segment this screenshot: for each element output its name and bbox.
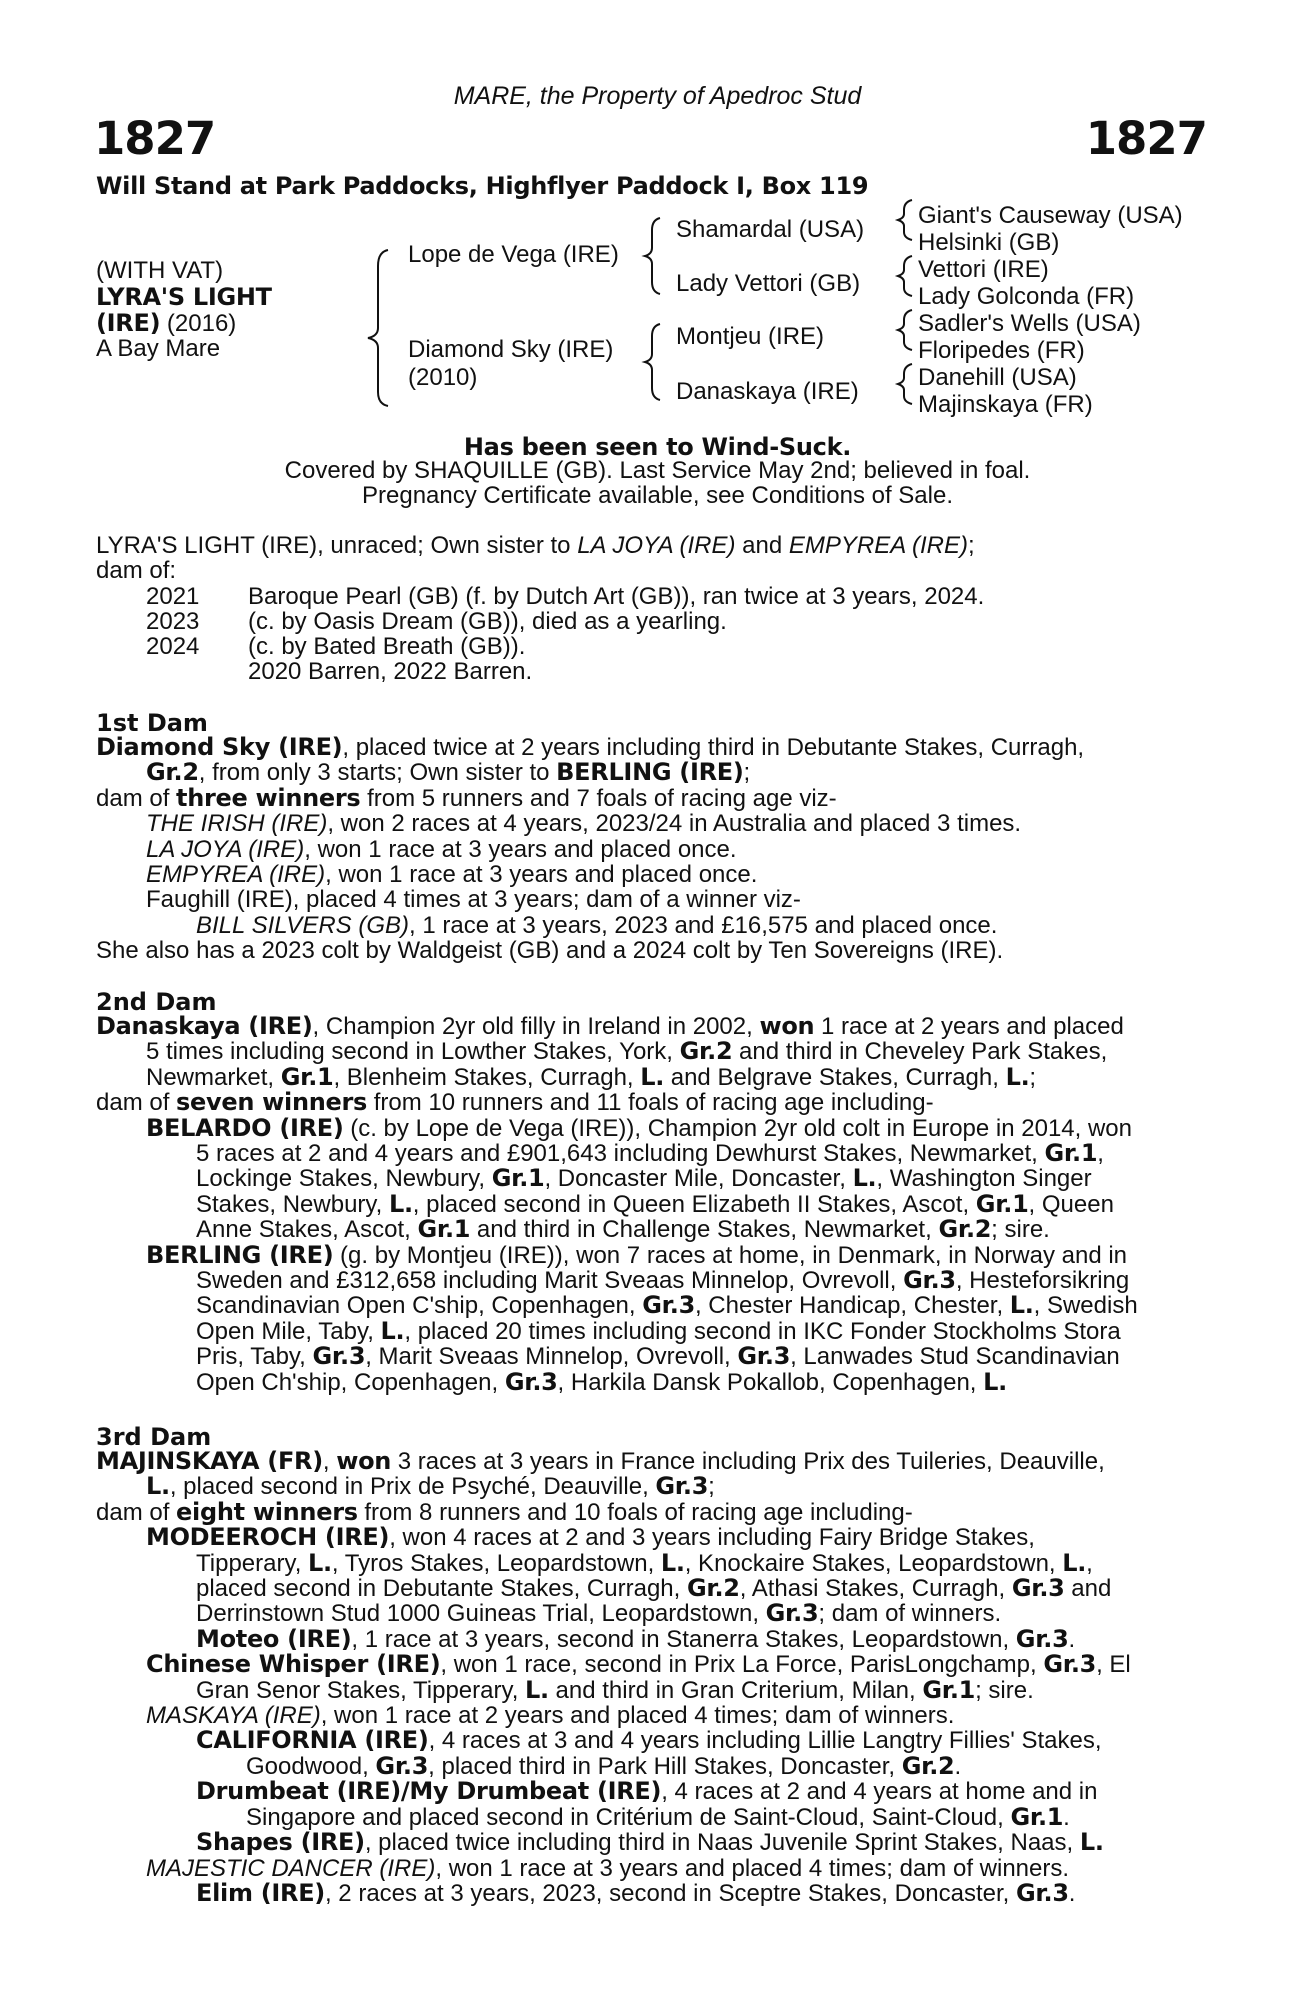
bracket-main xyxy=(368,250,388,406)
produce-year: 2021 xyxy=(146,583,200,610)
pedigree-dam-year: (2010) xyxy=(408,364,478,391)
pedigree-ss: Shamardal (USA) xyxy=(676,216,865,243)
first-dam-line: dam of three winners from 5 runners and 7 foals of racing age viz- xyxy=(96,783,837,812)
property-title: MARE, the Property of Apedroc Stud xyxy=(453,82,862,110)
third-dam-line: Gran Senor Stakes, Tipperary, L. and third in Gran Criterium, Milan, Gr.1; sire. xyxy=(196,1675,1034,1704)
second-dam-line: Open Ch'ship, Copenhagen, Gr.3, Harkila Dansk Pokallob, Copenhagen, L. xyxy=(196,1367,1007,1396)
second-dam-heading: 2nd Dam xyxy=(96,988,217,1016)
first-dam-section xyxy=(96,735,1200,964)
third-dam-line: Shapes (IRE), placed twice including third in Naas Juvenile Sprint Stakes, Naas, L. xyxy=(196,1828,1104,1857)
pedigree-dam: Diamond Sky (IRE) xyxy=(408,336,614,363)
pedigree-dds: Danehill (USA) xyxy=(918,364,1077,391)
first-dam-line: Diamond Sky (IRE), placed twice at 2 years including third in Debutante Stakes, Curragh, xyxy=(96,733,1085,761)
second-dam-line: Stakes, Newbury, L., placed second in Queen Elizabeth II Stakes, Ascot, Gr.1, Queen xyxy=(196,1189,1114,1218)
certificate-note: Pregnancy Certificate available, see Conditions of Sale. xyxy=(362,482,953,509)
produce-dam-of: dam of: xyxy=(96,557,177,584)
wind-suck-note: Has been seen to Wind-Suck. xyxy=(463,433,852,461)
third-dam-line: Drumbeat (IRE)/My Drumbeat (IRE), 4 races at 2 and 4 years at home and in xyxy=(196,1777,1098,1806)
produce-year: 2024 xyxy=(146,633,200,660)
third-dam-line: MODEEROCH (IRE), won 4 races at 2 and 3 years including Fairy Bridge Stakes, xyxy=(146,1523,1035,1552)
third-dam-heading: 3rd Dam xyxy=(96,1423,212,1451)
second-dam-line: Open Mile, Taby, L., placed 20 times including second in IKC Fonder Stockholms Stora xyxy=(196,1316,1121,1345)
first-dam-line: EMPYREA (IRE), won 1 race at 3 years and placed once. xyxy=(146,861,758,889)
covered-note: Covered by SHAQUILLE (GB). Last Service May 2nd; believed in foal. xyxy=(284,457,1031,484)
pedigree-sdd: Lady Golconda (FR) xyxy=(918,283,1135,310)
third-dam-line: Chinese Whisper (IRE), won 1 race, second in Prix La Force, ParisLongchamp, Gr.3, El xyxy=(146,1650,1131,1679)
third-dam-line: placed second in Debutante Stakes, Curragh, Gr.2, Athasi Stakes, Curragh, Gr.3 and xyxy=(196,1574,1112,1603)
pedigree-sire: Lope de Vega (IRE) xyxy=(408,241,619,268)
second-dam-line: dam of seven winners from 10 runners and 11 foals of racing age including- xyxy=(96,1088,934,1117)
third-dam-line: Goodwood, Gr.3, placed third in Park Hill Stakes, Doncaster, Gr.2. xyxy=(246,1751,962,1780)
pedigree-ds: Montjeu (IRE) xyxy=(676,323,825,350)
third-dam-line: Tipperary, L., Tyros Stakes, Leopardstown, L., Knockaire Stakes, Leopardstown, L., xyxy=(196,1548,1093,1577)
stand-location: Will Stand at Park Paddocks, Highflyer Paddock I, Box 119 xyxy=(96,172,869,200)
first-dam-line: BILL SILVERS (GB), 1 race at 3 years, 2023 and £16,575 and placed once. xyxy=(196,911,998,939)
horse-origin: (IRE) xyxy=(96,309,161,337)
lot-number-right: 1827 xyxy=(1085,112,1207,165)
horse-foal-year: (2016) xyxy=(160,310,237,337)
pedigree-dss: Sadler's Wells (USA) xyxy=(918,310,1141,337)
horse-name: LYRA'S LIGHT xyxy=(96,283,272,311)
pedigree-dsd: Floripedes (FR) xyxy=(918,337,1085,364)
second-dam-line: 5 times including second in Lowther Stakes, York, Gr.2 and third in Cheveley Park Stakes, xyxy=(146,1037,1108,1066)
produce-text: (c. by Oasis Dream (GB)), died as a yearling. xyxy=(248,608,727,635)
third-dam-line: CALIFORNIA (IRE), 4 races at 3 and 4 years including Lillie Langtry Fillies' Stakes, xyxy=(196,1726,1102,1755)
bracket-sd xyxy=(898,256,912,296)
second-dam-line: BELARDO (IRE) (c. by Lope de Vega (IRE)), Champion 2yr old colt in Europe in 2014, won xyxy=(146,1113,1132,1142)
second-dam-line: Lockinge Stakes, Newbury, Gr.1, Doncaster Mile, Doncaster, L., Washington Singer xyxy=(196,1164,1092,1193)
pedigree-sd: Lady Vettori (GB) xyxy=(676,270,861,297)
third-dam-line: L., placed second in Prix de Psyché, Deauville, Gr.3; xyxy=(146,1472,715,1501)
bracket-ds xyxy=(898,310,912,350)
third-dam-line: Elim (IRE), 2 races at 3 years, 2023, second in Sceptre Stakes, Doncaster, Gr.3. xyxy=(196,1878,1076,1907)
second-dam-line: Pris, Taby, Gr.3, Marit Sveaas Minnelop, Ovrevoll, Gr.3, Lanwades Stud Scandinavian xyxy=(196,1342,1120,1371)
produce-barren: 2020 Barren, 2022 Barren. xyxy=(248,658,533,685)
first-dam-line: LA JOYA (IRE), won 1 race at 3 years and placed once. xyxy=(146,835,737,863)
second-dam-line: Danaskaya (IRE), Champion 2yr old filly in Ireland in 2002, won 1 race at 2 years and placed xyxy=(96,1012,1124,1040)
third-dam-line: MASKAYA (IRE), won 1 race at 2 years and placed 4 times; dam of winners. xyxy=(146,1702,955,1730)
horse-description: A Bay Mare xyxy=(96,335,221,362)
pedigree-sss: Giant's Causeway (USA) xyxy=(918,202,1183,229)
third-dam-section xyxy=(96,1449,1200,1906)
first-dam-heading: 1st Dam xyxy=(96,709,208,737)
third-dam-line: MAJESTIC DANCER (IRE), won 1 race at 3 years and placed 4 times; dam of winners. xyxy=(146,1854,1070,1882)
second-dam-line: Newmarket, Gr.1, Blenheim Stakes, Curragh, L. and Belgrave Stakes, Curragh, L.; xyxy=(146,1062,1037,1091)
produce-year: 2023 xyxy=(146,608,200,635)
first-dam-line: She also has a 2023 colt by Waldgeist (GB) and a 2024 colt by Ten Sovereigns (IRE). xyxy=(96,937,1004,965)
produce-text: Baroque Pearl (GB) (f. by Dutch Art (GB)), ran twice at 3 years, 2024. xyxy=(248,583,985,610)
vat-note: (WITH VAT) xyxy=(96,257,224,284)
first-dam-line: THE IRISH (IRE), won 2 races at 4 years, 2023/24 in Australia and placed 3 times. xyxy=(146,810,1022,838)
produce-intro: LYRA'S LIGHT (IRE), unraced; Own sister to LA JOYA (IRE) and EMPYREA (IRE); xyxy=(96,532,975,559)
produce-text: (c. by Bated Breath (GB)). xyxy=(248,633,526,660)
second-dam-line: Anne Stakes, Ascot, Gr.1 and third in Challenge Stakes, Newmarket, Gr.2; sire. xyxy=(196,1215,1050,1244)
pedigree-ssd: Helsinki (GB) xyxy=(918,229,1060,256)
third-dam-line: dam of eight winners from 8 runners and 10 foals of racing age including- xyxy=(96,1497,913,1526)
third-dam-line: Singapore and placed second in Critérium de Saint-Cloud, Saint-Cloud, Gr.1. xyxy=(246,1802,1070,1831)
second-dam-section xyxy=(96,1014,1200,1395)
pedigree-dd: Danaskaya (IRE) xyxy=(676,378,859,405)
first-dam-line: Gr.2, from only 3 starts; Own sister to BERLING (IRE); xyxy=(146,758,751,787)
third-dam-line: Derrinstown Stud 1000 Guineas Trial, Leopardstown, Gr.3; dam of winners. xyxy=(196,1599,1002,1628)
third-dam-line: MAJINSKAYA (FR), won 3 races at 3 years in France including Prix des Tuileries, Deauville, xyxy=(96,1447,1105,1475)
bracket-ss xyxy=(898,200,912,240)
lot-number-left: 1827 xyxy=(94,112,216,165)
second-dam-line: Scandinavian Open C'ship, Copenhagen, Gr.3, Chester Handicap, Chester, L., Swedish xyxy=(196,1291,1138,1320)
pedigree-sds: Vettori (IRE) xyxy=(918,256,1049,283)
second-dam-line: 5 races at 2 and 4 years and £901,643 including Dewhurst Stakes, Newmarket, Gr.1, xyxy=(196,1139,1104,1168)
second-dam-line: Sweden and £312,658 including Marit Sveaas Minnelop, Ovrevoll, Gr.3, Hesteforsikring xyxy=(196,1266,1130,1295)
bracket-dd xyxy=(898,364,912,404)
pedigree-ddd: Majinskaya (FR) xyxy=(918,391,1093,418)
first-dam-line: Faughill (IRE), placed 4 times at 3 years; dam of a winner viz- xyxy=(146,886,801,914)
second-dam-line: BERLING (IRE) (g. by Montjeu (IRE)), won 7 races at home, in Denmark, in Norway and in xyxy=(146,1240,1128,1269)
bracket-sire xyxy=(645,218,660,294)
third-dam-line: Moteo (IRE), 1 race at 3 years, second in Stanerra Stakes, Leopardstown, Gr.3. xyxy=(196,1624,1076,1653)
bracket-dam xyxy=(645,324,660,400)
